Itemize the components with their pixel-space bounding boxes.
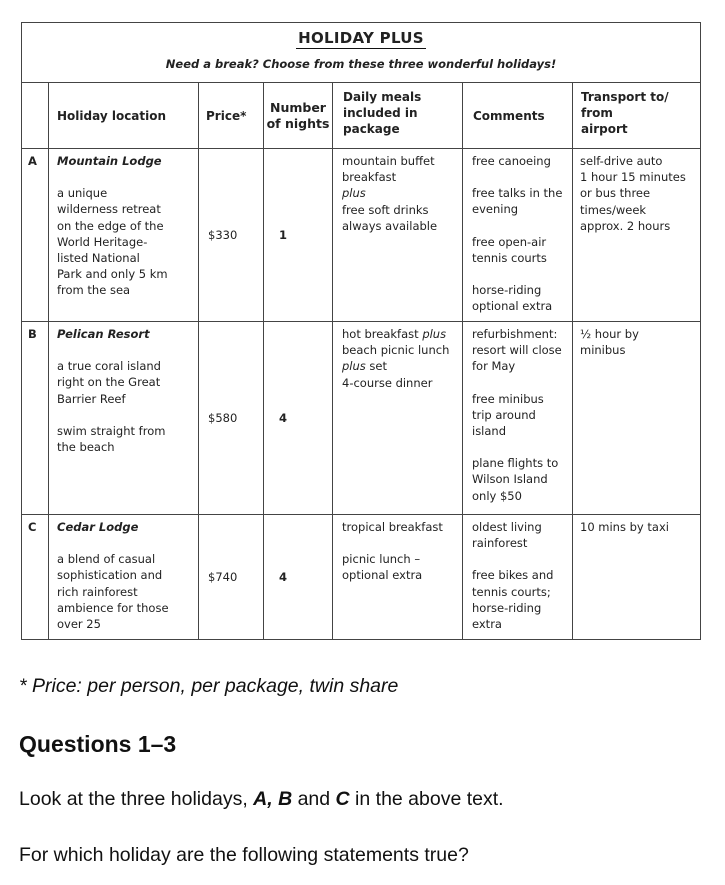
location-cell xyxy=(49,322,199,515)
price-cell: $580 xyxy=(199,322,264,515)
meals-cell xyxy=(333,515,463,640)
meals-line: tropical breakfast xyxy=(342,520,443,534)
row-letter: C xyxy=(22,515,49,640)
comment-line: only $50 xyxy=(472,488,522,503)
meals-line: hot breakfast plus xyxy=(342,327,447,341)
table-row xyxy=(22,515,701,640)
comment-line: horse-riding xyxy=(472,283,542,298)
comment-line: oldest living xyxy=(472,520,542,534)
meals-line: mountain buffet xyxy=(342,154,435,168)
transport-line: 10 mins by taxi xyxy=(580,520,669,534)
location-name: Pelican Resort xyxy=(57,327,150,341)
comment-line: refurbishment: xyxy=(472,327,558,341)
location-desc-line: over 25 xyxy=(57,617,101,632)
comment-line: tennis courts xyxy=(472,250,547,265)
price-cell: $330 xyxy=(199,149,264,322)
table-header-row xyxy=(22,83,701,149)
instruction-letter-b: B xyxy=(278,788,293,810)
header-location: Holiday location xyxy=(49,83,199,149)
instruction-text: Look at the three holidays, xyxy=(19,788,254,810)
table-title-cell xyxy=(22,23,701,83)
meals-line: plus xyxy=(342,186,366,201)
price-cell: $740 xyxy=(199,515,264,640)
meals-line: plus set xyxy=(342,359,388,374)
instruction-text: and xyxy=(292,788,336,810)
header-nights xyxy=(264,83,333,149)
header-meals-line: package xyxy=(343,122,400,136)
location-desc-line: on the edge of the xyxy=(57,218,164,233)
instruction-letter-a: A, xyxy=(253,788,273,810)
nights-cell: 4 xyxy=(264,322,333,515)
location-name: Mountain Lodge xyxy=(57,154,162,168)
nights-cell: 4 xyxy=(264,515,333,640)
nights-cell: 1 xyxy=(264,149,333,322)
location-desc-line: a blend of casual xyxy=(57,552,156,567)
comment-line: rainforest xyxy=(472,536,528,551)
transport-line: or bus three xyxy=(580,186,651,201)
comment-line: island xyxy=(472,424,507,439)
transport-line: ½ hour by xyxy=(580,327,639,341)
comment-line: plane flights to xyxy=(472,456,559,471)
transport-line: times/week xyxy=(580,202,647,217)
location-desc-line: Barrier Reef xyxy=(57,391,126,406)
location-desc-line: swim straight from xyxy=(57,423,166,438)
header-nights-line: Number xyxy=(270,99,326,115)
comments-cell xyxy=(463,515,573,640)
header-transport-line: from xyxy=(581,106,613,120)
location-desc-line: ambience for those xyxy=(57,600,169,615)
row-letter: A xyxy=(22,149,49,322)
instruction-text: in the above text. xyxy=(349,788,504,810)
meals-line: beach picnic lunch xyxy=(342,343,450,358)
transport-line: 1 hour 15 minutes xyxy=(580,170,686,185)
meals-line: optional extra xyxy=(342,568,423,583)
transport-cell xyxy=(573,515,701,640)
header-transport-line: airport xyxy=(581,122,628,136)
comment-line: trip around xyxy=(472,407,536,422)
header-meals-line: Daily meals xyxy=(343,90,422,104)
location-name: Cedar Lodge xyxy=(57,520,139,534)
comment-line: evening xyxy=(472,202,519,217)
comment-line: free open-air xyxy=(472,234,547,249)
comment-line: free canoeing xyxy=(472,154,551,168)
meals-cell xyxy=(333,322,463,515)
header-comments: Comments xyxy=(463,83,573,149)
header-letter xyxy=(22,83,49,149)
comment-line: free minibus xyxy=(472,391,544,406)
transport-cell xyxy=(573,149,701,322)
transport-line: self-drive auto xyxy=(580,154,663,168)
comment-line: extra xyxy=(472,617,502,632)
header-transport xyxy=(573,83,701,149)
comments-cell xyxy=(463,149,573,322)
price-footnote: * Price: per person, per package, twin share xyxy=(19,675,399,697)
header-price: Price* xyxy=(199,83,264,149)
header-meals xyxy=(333,83,463,149)
row-letter: B xyxy=(22,322,49,515)
meals-line: picnic lunch – xyxy=(342,552,421,567)
comment-line: free bikes and xyxy=(472,568,554,583)
location-desc-line: from the sea xyxy=(57,283,131,298)
meals-line: free soft drinks xyxy=(342,202,429,217)
header-meals-line: included in xyxy=(343,106,418,120)
questions-prompt: For which holiday are the following statements true? xyxy=(19,844,469,866)
comment-line: optional extra xyxy=(472,299,553,314)
instruction-letter-c: C xyxy=(335,788,350,810)
location-desc-line: the beach xyxy=(57,440,115,455)
location-desc-line: a true coral island xyxy=(57,359,161,374)
table-title: HOLIDAY PLUS xyxy=(298,29,424,47)
questions-heading: Questions 1–3 xyxy=(19,731,177,757)
meals-cell xyxy=(333,149,463,322)
comment-line: free talks in the xyxy=(472,186,563,201)
transport-line: minibus xyxy=(580,343,626,358)
table-row xyxy=(22,322,701,515)
header-transport-line: Transport to/ xyxy=(581,90,669,104)
location-desc-line: a unique xyxy=(57,186,108,201)
transport-cell xyxy=(573,322,701,515)
comment-line: resort will close xyxy=(472,343,562,358)
location-cell xyxy=(49,149,199,322)
comment-line: for May xyxy=(472,359,516,374)
transport-line: approx. 2 hours xyxy=(580,218,671,233)
comment-line: horse-riding xyxy=(472,600,542,615)
location-desc-line: listed National xyxy=(57,251,140,266)
header-nights-line: of nights xyxy=(266,115,330,131)
location-desc-line: wilderness retreat xyxy=(57,202,161,217)
comments-cell xyxy=(463,322,573,515)
questions-instruction xyxy=(19,788,504,811)
comment-line: tennis courts; xyxy=(472,584,551,599)
comment-line: Wilson Island xyxy=(472,472,548,487)
table-subtitle: Need a break? Choose from these three wonderful holidays! xyxy=(165,57,557,71)
location-desc-line: rich rainforest xyxy=(57,584,138,599)
meals-line: always available xyxy=(342,218,438,233)
holiday-table xyxy=(21,22,701,640)
table-row xyxy=(22,149,701,322)
meals-line: breakfast xyxy=(342,170,397,185)
location-desc-line: Park and only 5 km xyxy=(57,267,168,282)
location-cell xyxy=(49,515,199,640)
location-desc-line: sophistication and xyxy=(57,568,163,583)
location-desc-line: right on the Great xyxy=(57,375,161,390)
meals-line: 4-course dinner xyxy=(342,375,433,390)
location-desc-line: World Heritage- xyxy=(57,234,148,249)
